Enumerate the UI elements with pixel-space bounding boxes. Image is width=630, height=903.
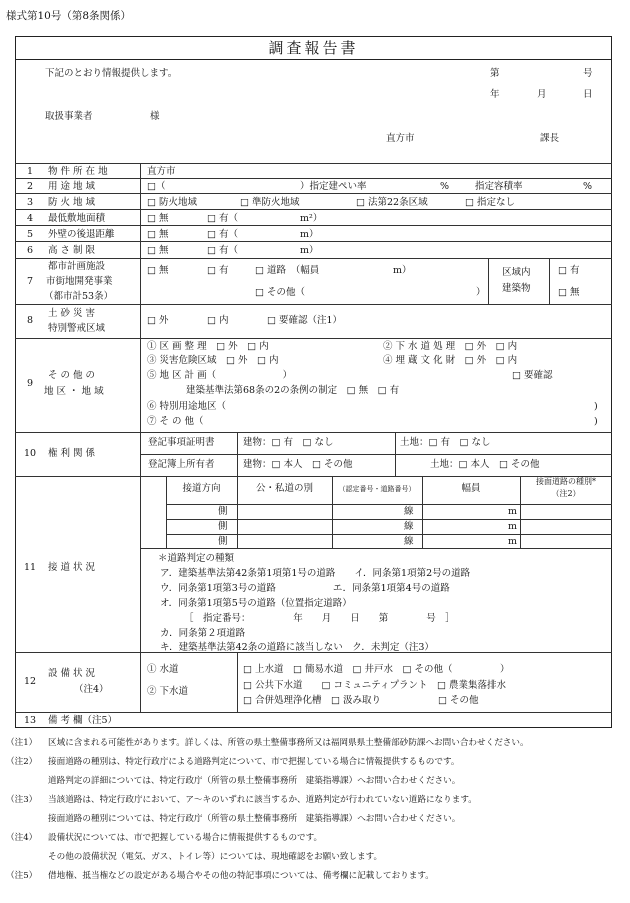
road-type-u: ウ．同条第1項第3号の道路 エ．同条第1項第4号の道路 — [160, 583, 450, 594]
row6-has[interactable]: □ 有（ — [207, 245, 238, 256]
row6-none[interactable]: □ 無 — [147, 245, 169, 256]
note-2-text: 接面道路の種別は、特定行政庁による道路判定について、市で把握している場合に情報提供するものです。 — [48, 757, 460, 767]
road-col-direction: 接道方向 — [182, 483, 221, 494]
row9-saigai[interactable]: ③ 災害危険区域 □ 外 □ 内 — [147, 355, 279, 366]
row2-pct1: % — [440, 181, 450, 192]
issuer-chief: 課長 — [540, 133, 560, 144]
row12-water-options[interactable]: □ 上水道 □ 簡易水道 □ 井戸水 □ その他（ ） — [243, 664, 510, 675]
note-4b-text: その他の設備状況（電気、ガス、トイレ等）については、現地確認をお願い致します。 — [48, 852, 383, 862]
road-row2-line: 線 — [404, 521, 414, 532]
row9-other-close: ) — [594, 416, 598, 427]
row7-zone-yes[interactable]: □ 有 — [558, 265, 580, 276]
row10-owner-land[interactable]: 土地：□ 本人 □ その他 — [430, 459, 540, 470]
row11-num: 11 — [23, 562, 37, 573]
row4-unit: m²） — [300, 213, 323, 224]
row12-num: 12 — [23, 676, 37, 687]
row3-opt2[interactable]: □ 準防火地域 — [240, 197, 300, 208]
row13-num: 13 — [23, 715, 37, 726]
road-row1-side: 側 — [218, 506, 228, 517]
note-5-text: 借地権、抵当権などの設定がある場合やその他の特記事項については、備考欄に記載しております。 — [48, 871, 434, 881]
road-col-width: 幅員 — [461, 483, 481, 494]
row12-label2: （注4） — [74, 684, 109, 695]
row6-label: 高 さ 制 限 — [48, 245, 96, 256]
row9-chiku[interactable]: ⑤ 地 区 計 画（ ） — [147, 370, 293, 381]
row7-other[interactable]: □ その他（ — [255, 287, 305, 298]
row7-label3: （都市計53条） — [44, 291, 114, 302]
note-5-tag: （注5） — [6, 871, 38, 881]
row4-has[interactable]: □ 有（ — [207, 213, 238, 224]
row13-label: 備 考 欄（注5） — [48, 715, 118, 726]
road-row1-line: 線 — [404, 506, 414, 517]
road-row2-m: m — [508, 521, 518, 532]
row9-tokubetsu[interactable]: ⑥ 特別用途地区（ — [147, 401, 227, 412]
note-1-tag: （注1） — [6, 738, 38, 748]
row10-reg-building[interactable]: 建物：□ 有 □ なし — [243, 437, 334, 448]
row8-confirm[interactable]: □ 要確認（注1） — [267, 315, 343, 326]
row2-open[interactable]: □（ — [147, 181, 166, 192]
road-type-ki: キ．建築基準法第42条の道路に該当しない ク．未判定（注3） — [160, 642, 434, 653]
row7-has[interactable]: □ 有 — [207, 265, 229, 276]
intro-text: 下記のとおり情報提供します。 — [45, 68, 178, 79]
row7-road[interactable]: □ 道路 （幅員 — [255, 265, 320, 276]
road-row3-line: 線 — [404, 536, 414, 547]
road-col-number: （認定番号・道路番号） — [338, 485, 416, 493]
road-type-o: オ．同条第1項第5号の道路（位置指定道路） — [160, 598, 352, 609]
row9-label1: そ の 他 の — [48, 370, 96, 381]
row5-unit: m） — [300, 229, 319, 240]
doc-no-label: 第 — [490, 68, 500, 79]
form-number: 様式第10号（第8条関係） — [6, 10, 132, 22]
row12-label1: 設 備 状 況 — [48, 668, 96, 679]
row9-num: 9 — [26, 378, 34, 389]
row10-reg-land[interactable]: 土地：□ 有 □ なし — [400, 437, 491, 448]
road-type-designation: ［ 指定番号： 年 月 日 第 号 ］ — [184, 613, 455, 624]
row10-reg: 登記事項証明書 — [148, 437, 215, 448]
row2-num: 2 — [26, 181, 34, 192]
note-3-tag: （注3） — [6, 795, 38, 805]
row3-opt4[interactable]: □ 指定なし — [465, 197, 515, 208]
row7-road-unit: m） — [393, 265, 412, 276]
road-col-type-note: （注2） — [551, 489, 581, 498]
row5-none[interactable]: □ 無 — [147, 229, 169, 240]
row9-other[interactable]: ⑦ そ の 他（ — [147, 416, 204, 427]
road-types-title: ＊道路判定の種類 — [158, 553, 235, 564]
recipient-sama: 様 — [150, 111, 160, 122]
row5-num: 5 — [26, 229, 34, 240]
row7-label2: 市街地開発事業 — [46, 276, 113, 287]
note-4-tag: （注4） — [6, 833, 38, 843]
row11-label: 接 道 状 況 — [48, 562, 96, 573]
road-type-a: ア．建築基準法第42条第1項第1号の道路 イ．同条第1項第2号の道路 — [160, 568, 471, 579]
row10-label: 権 利 関 係 — [48, 448, 96, 459]
row10-num: 10 — [23, 448, 37, 459]
row2-far: 指定容積率 — [475, 181, 523, 192]
row12-sewer-options1[interactable]: □ 公共下水道 □ コミュニティプラント □ 農業集落排水 — [243, 680, 507, 691]
row2-label: 用 途 地 域 — [48, 181, 96, 192]
row9-bunkazai[interactable]: ④ 埋 蔵 文 化 財 □ 外 □ 内 — [383, 355, 518, 366]
row9-jorei[interactable]: 建築基準法第68条の2の条例の制定 □ 無 □ 有 — [186, 385, 400, 396]
row5-label: 外壁の後退距離 — [48, 229, 115, 240]
row10-owner-building[interactable]: 建物：□ 本人 □ その他 — [243, 459, 353, 470]
road-col-public-private: 公・私道の別 — [255, 483, 313, 494]
row3-num: 3 — [26, 197, 34, 208]
row9-tokubetsu-close: ) — [594, 401, 598, 412]
row12-sewer: ② 下水道 — [147, 686, 189, 697]
row12-water: ① 水道 — [147, 664, 179, 675]
row9-confirm[interactable]: □ 要確認 — [512, 370, 553, 381]
row3-label: 防 火 地 域 — [48, 197, 96, 208]
row7-none[interactable]: □ 無 — [147, 265, 169, 276]
row8-label1: 土 砂 災 害 — [48, 308, 96, 319]
row4-num: 4 — [26, 213, 34, 224]
row7-zone1: 区域内 — [502, 267, 531, 278]
row7-other-close: ） — [476, 287, 486, 298]
year-label: 年 — [490, 89, 500, 100]
road-type-ka: カ．同条第２項道路 — [160, 628, 246, 639]
doc-go-label: 号 — [583, 68, 593, 79]
note-2b-text: 道路判定の詳細については、特定行政庁（所管の県土整備事務所 建築指導課）へお問い合わせください。 — [48, 776, 461, 786]
row12-sewer-options2[interactable]: □ 合併処理浄化槽 □ 汲み取り □ その他 — [243, 695, 479, 706]
row8-out[interactable]: □ 外 — [147, 315, 169, 326]
month-label: 月 — [537, 89, 547, 100]
row1-label: 物 件 所 在 地 — [48, 166, 108, 177]
road-row2-side: 側 — [218, 521, 228, 532]
note-1-text: 区域に含まれる可能性があります。詳しくは、所管の県土整備事務所又は福岡県県土整備部砂防課へお問い合わせください。 — [48, 738, 529, 748]
row1-num: 1 — [26, 166, 34, 177]
row3-opt3[interactable]: □ 法第22条区域 — [356, 197, 428, 208]
row7-zone-no[interactable]: □ 無 — [558, 287, 580, 298]
road-row3-m: m — [508, 536, 518, 547]
row4-none[interactable]: □ 無 — [147, 213, 169, 224]
road-row1-m: m — [508, 506, 518, 517]
row2-pct2: % — [583, 181, 593, 192]
row7-label1: 都市計画施設 — [48, 261, 106, 272]
row9-gesui[interactable]: ② 下 水 道 処 理 □ 外 □ 内 — [383, 341, 518, 352]
note-2-tag: （注2） — [6, 757, 38, 767]
note-3-text: 当該道路は、特定行政庁において、ア〜キのいずれに該当するか、道路判定が行われていない道路になります。 — [48, 795, 477, 805]
recipient-label: 取扱事業者 — [45, 111, 93, 122]
row8-num: 8 — [26, 315, 34, 326]
row8-in[interactable]: □ 内 — [207, 315, 229, 326]
row6-num: 6 — [26, 245, 34, 256]
road-col-type: 接面道路の種別* — [536, 477, 596, 486]
issuer-city: 直方市 — [386, 133, 415, 144]
road-row3-side: 側 — [218, 536, 228, 547]
row10-owner: 登記簿上所有者 — [148, 459, 215, 470]
day-label: 日 — [583, 89, 593, 100]
row5-has[interactable]: □ 有（ — [207, 229, 238, 240]
row3-opt1[interactable]: □ 防火地域 — [147, 197, 197, 208]
row8-label2: 特別警戒区域 — [48, 323, 106, 334]
row6-unit: m） — [300, 245, 319, 256]
row1-value: 直方市 — [147, 166, 176, 177]
form-title: 調査報告書 — [15, 36, 612, 60]
row2-close: ）指定建ぺい率 — [300, 181, 367, 192]
row7-num: 7 — [26, 276, 34, 287]
note-4-text: 設備状況については、市で把握している場合に情報提供するものです。 — [48, 833, 323, 843]
row9-label2: 地 区 ・ 地 域 — [44, 386, 104, 397]
note-3b-text: 接面道路の種別については、特定行政庁（所管の県土整備事務所 建築指導課）へお問い合わせください。 — [48, 814, 461, 824]
row7-zone2: 建築物 — [502, 283, 531, 294]
row9-kukaku[interactable]: ① 区 画 整 理 □ 外 □ 内 — [147, 341, 269, 352]
row4-label: 最低敷地面積 — [48, 213, 106, 224]
